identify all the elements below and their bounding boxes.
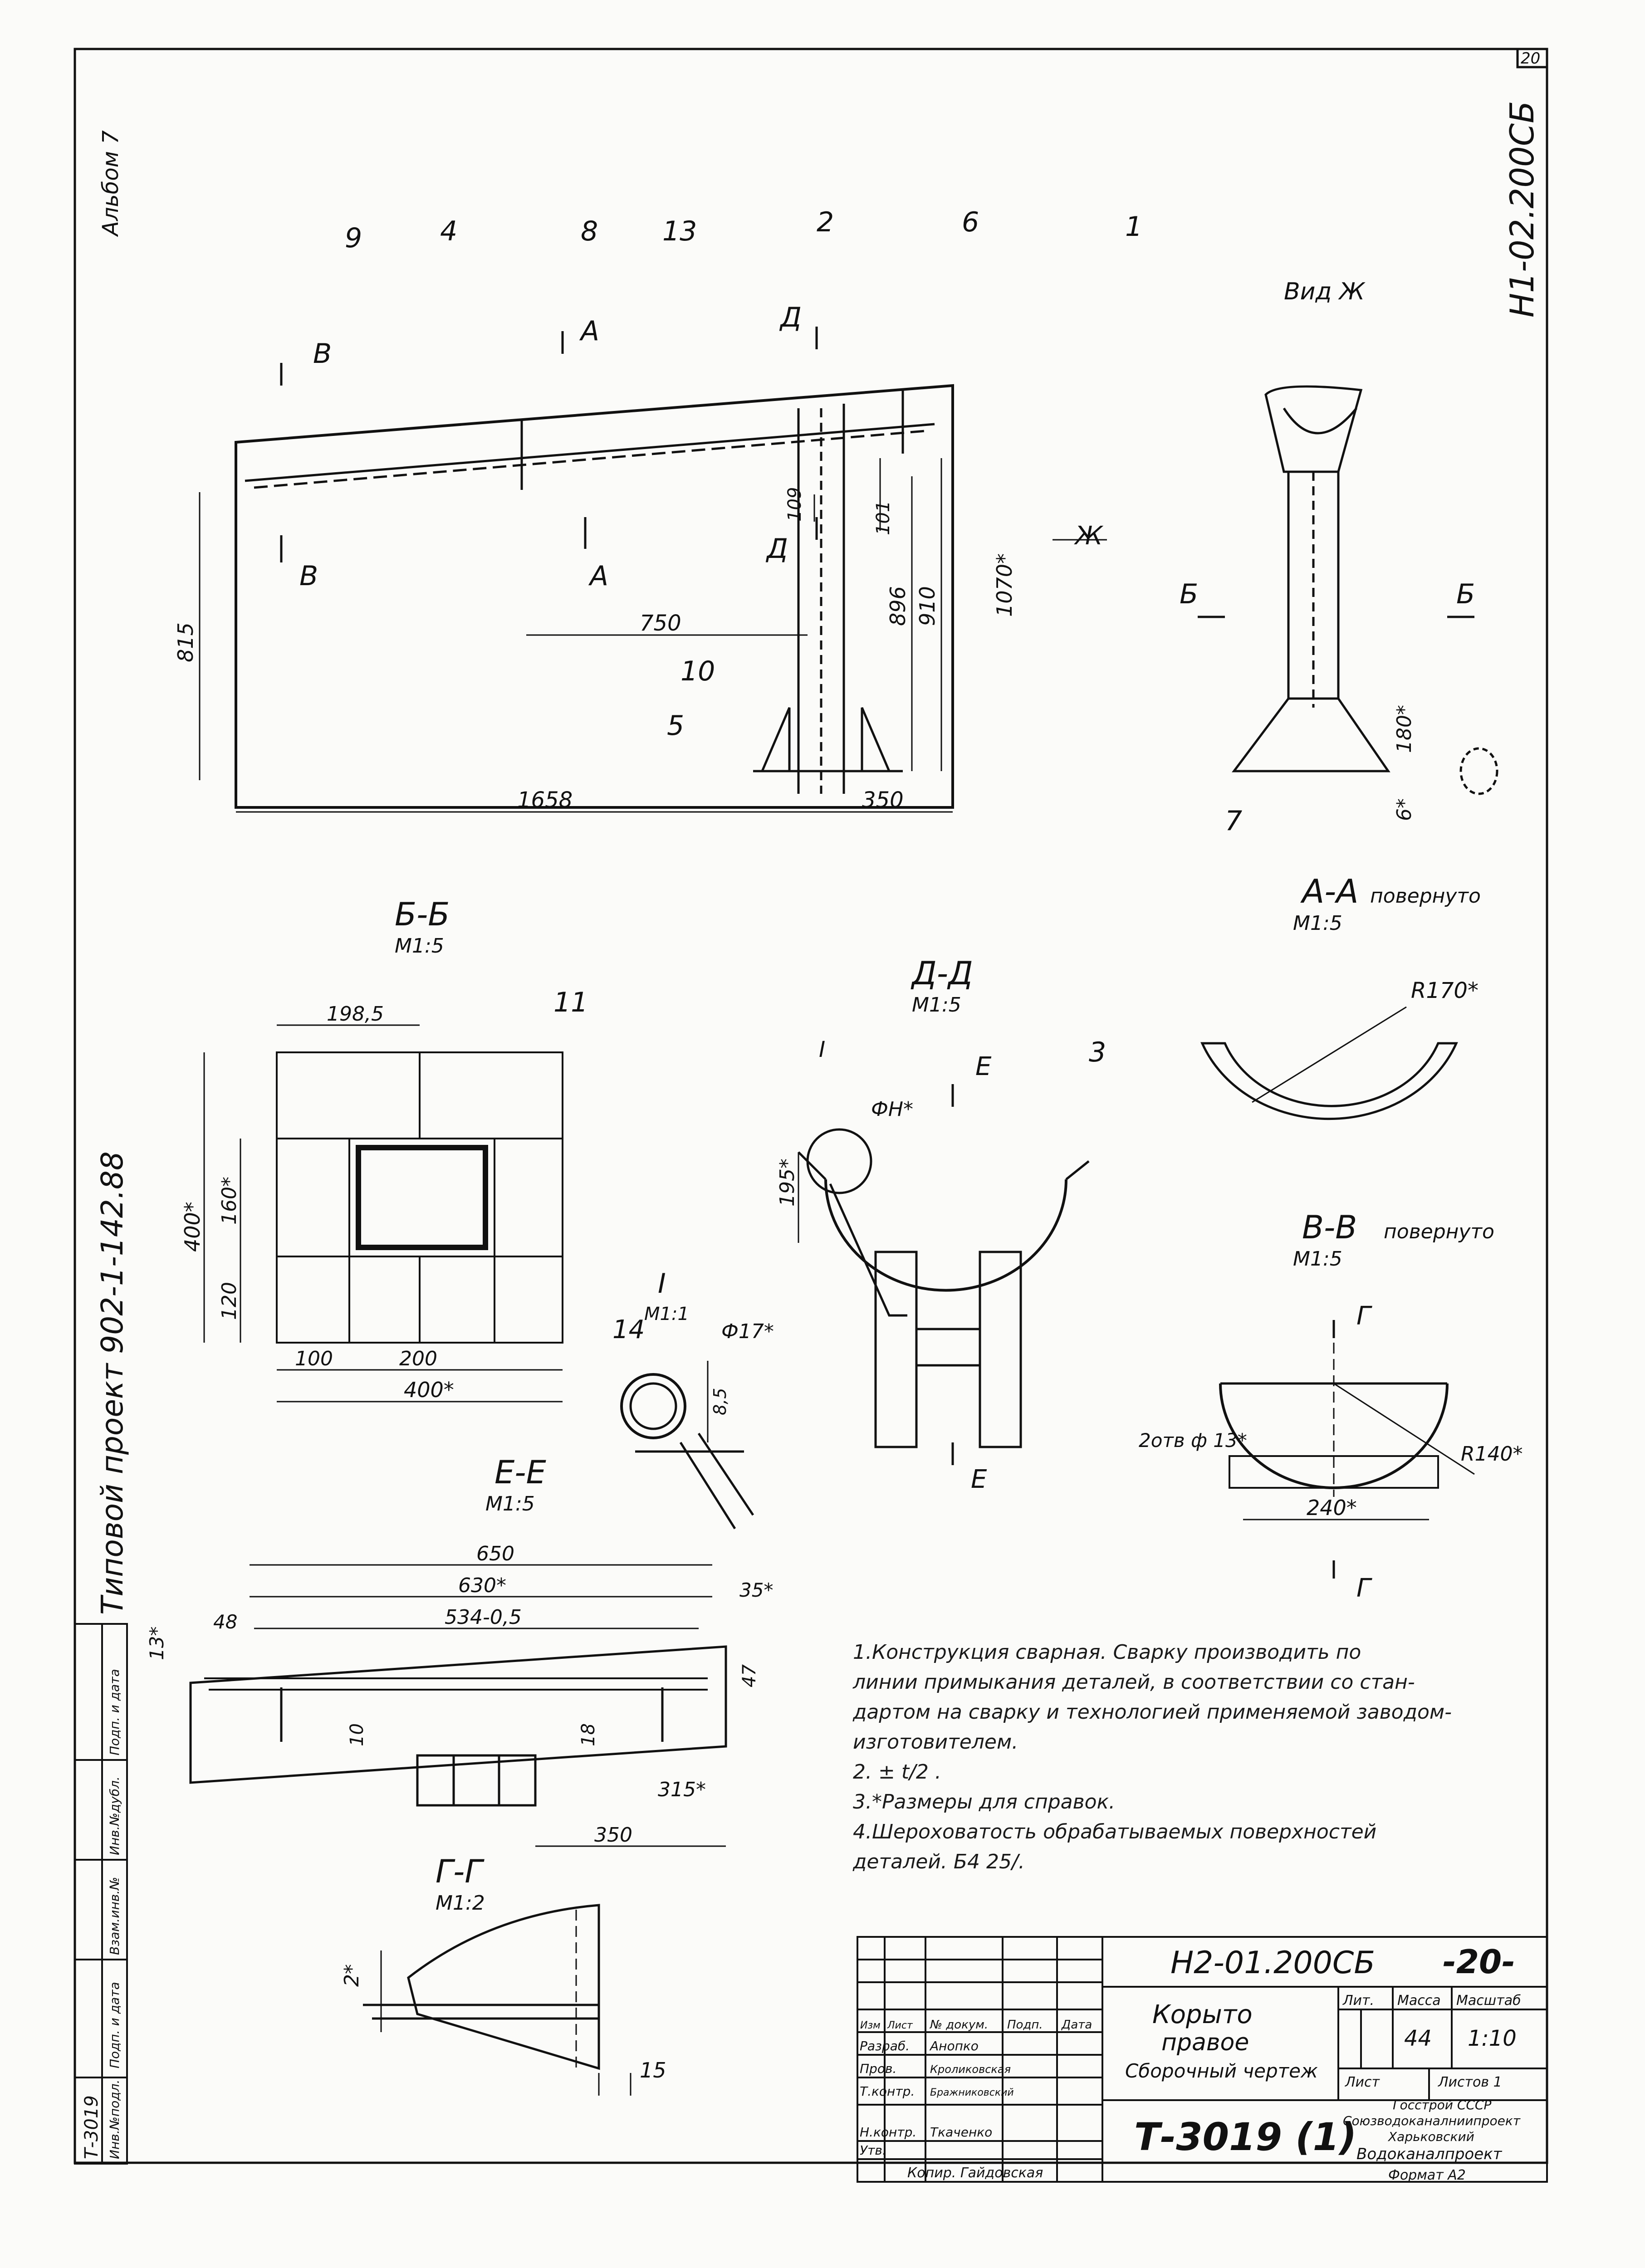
part-number: 8: [581, 215, 598, 247]
dim-label: 650: [476, 1542, 514, 1565]
dim-label: 240*: [1307, 1496, 1357, 1520]
dim-label: 101: [873, 500, 894, 535]
dim-label: 200: [399, 1347, 437, 1370]
note-line: 3.*Размеры для справок.: [853, 1790, 1116, 1813]
part-number: 13: [662, 215, 697, 247]
section-mark: А: [590, 560, 609, 592]
tb-person: Анопко: [930, 2038, 979, 2053]
dim-label: 315*: [658, 1778, 706, 1801]
dim-label: 534-0,5: [445, 1606, 522, 1629]
section-suffix: повернуто: [1384, 1220, 1494, 1243]
part-number: 11: [553, 987, 588, 1018]
section-title: Г-Г: [436, 1853, 483, 1890]
dim-label: ФН*: [871, 1098, 913, 1121]
dim-label: 1658: [517, 787, 573, 813]
dim-label: 2*: [340, 1964, 363, 1987]
dim-label: 815: [173, 622, 198, 662]
dim-label: 1070*: [992, 553, 1017, 617]
part-number: 7: [1225, 805, 1243, 837]
section-title: Е-Е: [494, 1454, 546, 1491]
dim-label: 15: [640, 2058, 666, 2082]
tb-designation: Н2-01.200СБ: [1170, 1945, 1375, 1981]
side-stamp-label: Подп. и дата: [107, 1982, 122, 2068]
dim-label: 109: [784, 487, 805, 522]
section-mark: Б: [1456, 578, 1475, 610]
dim-label: 910: [915, 586, 940, 626]
tb-col-header: Подп.: [1007, 2018, 1043, 2032]
tb-role: Пров.: [860, 2061, 897, 2076]
project-label: Типовой проект 902-1-142.88: [95, 1151, 130, 1615]
section-dd-drawing: [798, 1084, 1089, 1465]
dim-label: 2отв ф 13*: [1139, 1429, 1247, 1452]
section-gg-drawing: [363, 1905, 631, 2096]
section-aa-drawing: [1202, 1007, 1456, 1119]
dim-label: 100: [295, 1347, 333, 1370]
tb-sheet-label: Лист: [1345, 2074, 1380, 2090]
view-title: Вид Ж: [1284, 278, 1365, 305]
section-suffix: повернуто: [1370, 885, 1481, 908]
part-number: 14: [612, 1315, 645, 1344]
detail-i-drawing: [622, 1361, 753, 1529]
tb-lit-label: Лит.: [1343, 1993, 1375, 2009]
section-title: Б-Б: [395, 896, 450, 933]
dim-label: 160*: [218, 1177, 241, 1225]
view-zh: [1198, 386, 1497, 794]
section-mark: Ж: [1075, 521, 1103, 551]
tb-col-header: Изм: [860, 2020, 881, 2031]
note-line: изготовителем.: [853, 1730, 1018, 1754]
dim-label: R170*: [1411, 978, 1479, 1003]
section-mark: Г: [1356, 1301, 1371, 1331]
section-mark: Б: [1180, 578, 1199, 610]
dim-label: 350: [594, 1823, 632, 1847]
section-mark: Д: [767, 533, 788, 565]
tb-role: Н.контр.: [860, 2125, 917, 2140]
dim-label: 10: [347, 1723, 367, 1746]
dim-label: 198,5: [327, 1002, 384, 1026]
part-number: 2: [817, 206, 834, 238]
tb-org: Харьковский: [1388, 2129, 1474, 2144]
dim-label: 400*: [404, 1378, 454, 1402]
tb-sheets-label: Листов 1: [1438, 2074, 1502, 2090]
dim-label: 47: [739, 1664, 760, 1687]
tb-org: Госстрой СССР: [1393, 2097, 1492, 2112]
tb-name-2: правое: [1161, 2029, 1249, 2056]
dim-label: Ф17*: [721, 1320, 774, 1343]
tb-org: Союзводоканалниипроект: [1343, 2113, 1521, 2128]
tb-role: Разраб.: [860, 2038, 910, 2053]
side-stamp-label: Подп. и дата: [107, 1669, 122, 1755]
technical-notes: [853, 1637, 1497, 1877]
tb-role: Т.контр.: [860, 2084, 915, 2099]
section-scale: М1:5: [395, 934, 444, 958]
dim-label: 35*: [739, 1579, 774, 1601]
section-scale: М1:5: [1293, 1247, 1342, 1271]
dim-label: 6*: [1393, 798, 1416, 821]
section-title: Д-Д: [912, 955, 973, 992]
section-title: А-А: [1302, 872, 1359, 910]
album-label: Альбом 7: [98, 130, 123, 236]
dim-label: 8,5: [710, 1388, 730, 1415]
part-number: 9: [345, 222, 362, 254]
part-number: 1: [1125, 211, 1143, 243]
side-stamp-label: Инв.№дубл.: [107, 1776, 122, 1855]
note-line: деталей. Б4 25/.: [853, 1850, 1025, 1873]
note-line: линии примыкания деталей, в соответствии со стан-: [853, 1671, 1415, 1694]
side-stamp-label: Взам.инв.№: [107, 1877, 122, 1955]
tb-person: Бражниковский: [930, 2087, 1014, 2098]
tb-col-header: Дата: [1062, 2018, 1092, 2032]
dim-label: 18: [578, 1723, 599, 1746]
note-line: 1.Конструкция сварная. Сварку производить по: [853, 1641, 1361, 1664]
tb-format: Формат А2: [1388, 2167, 1466, 2183]
tb-copied: Копир. Гайдовская: [907, 2165, 1043, 2181]
note-line: дартом на сварку и технологией применяемой заводом-: [853, 1701, 1452, 1724]
main-view: [200, 327, 1107, 812]
tb-doc-type: Сборочный чертеж: [1125, 2060, 1318, 2082]
side-stamp-label: Инв.№подл.: [107, 2079, 122, 2159]
detail-scale: М1:1: [644, 1304, 689, 1325]
section-scale: М1:5: [1293, 912, 1342, 935]
dim-label: 13*: [146, 1626, 168, 1660]
section-mark: В: [313, 338, 332, 370]
section-mark: Е: [971, 1465, 987, 1494]
tb-scale: 1:10: [1468, 2026, 1517, 2051]
section-scale: М1:5: [485, 1492, 535, 1515]
part-number: 4: [440, 215, 458, 247]
dim-label: 195*: [776, 1158, 799, 1207]
section-scale: М1:5: [912, 993, 961, 1017]
dim-label: R140*: [1461, 1442, 1523, 1466]
tb-sheet-no: -20-: [1443, 1943, 1515, 1981]
tb-col-header: № докум.: [930, 2018, 989, 2032]
dim-label: 630*: [458, 1574, 506, 1597]
dim-label: 180*: [1393, 705, 1416, 753]
part-number: 10: [681, 655, 715, 687]
note-line: 4.Шероховатость обрабатываемых поверхностей: [853, 1820, 1377, 1843]
tb-name-1: Корыто: [1152, 2000, 1253, 2029]
tb-mass: 44: [1404, 2026, 1432, 2051]
part-number: 3: [1089, 1036, 1106, 1068]
section-mark: Г: [1356, 1574, 1371, 1603]
dim-label: 750: [640, 611, 681, 636]
section-mark: А: [581, 315, 600, 347]
tb-scale-label: Масштаб: [1456, 1993, 1521, 2009]
page-number: 20: [1521, 49, 1541, 68]
note-line: 2. ± t/2 .: [853, 1760, 941, 1784]
detail-title: I: [658, 1268, 666, 1300]
part-number: 6: [962, 206, 979, 238]
dim-label: 400*: [180, 1202, 205, 1252]
dim-label: 350: [862, 787, 904, 813]
dim-label: 120: [218, 1282, 241, 1320]
section-mark: Д: [780, 302, 802, 333]
tb-col-header: Лист: [887, 2020, 913, 2031]
section-vv-drawing: [1220, 1320, 1474, 1579]
dim-label: 48: [213, 1611, 238, 1633]
section-bb-drawing: [204, 1025, 563, 1402]
tb-person: Кроликовская: [930, 2063, 1011, 2076]
vertical-designation: Н1-02.200СБ: [1503, 101, 1541, 318]
section-mark: I: [819, 1037, 826, 1062]
section-title: В-В: [1302, 1209, 1357, 1246]
tb-person: Ткаченко: [930, 2125, 993, 2140]
part-number: 5: [667, 710, 685, 742]
archive-number: Т-3019: [81, 2095, 102, 2159]
tb-role: Утв.: [860, 2143, 886, 2158]
dim-label: 896: [886, 586, 910, 626]
tb-mass-label: Масса: [1397, 1993, 1441, 2009]
tb-org: Водоканалпроект: [1356, 2145, 1502, 2163]
section-mark: В: [299, 560, 318, 592]
section-mark: Е: [975, 1052, 992, 1081]
tb-stamp: Т-3019 (1): [1134, 2115, 1357, 2159]
section-scale: М1:2: [436, 1892, 485, 1915]
